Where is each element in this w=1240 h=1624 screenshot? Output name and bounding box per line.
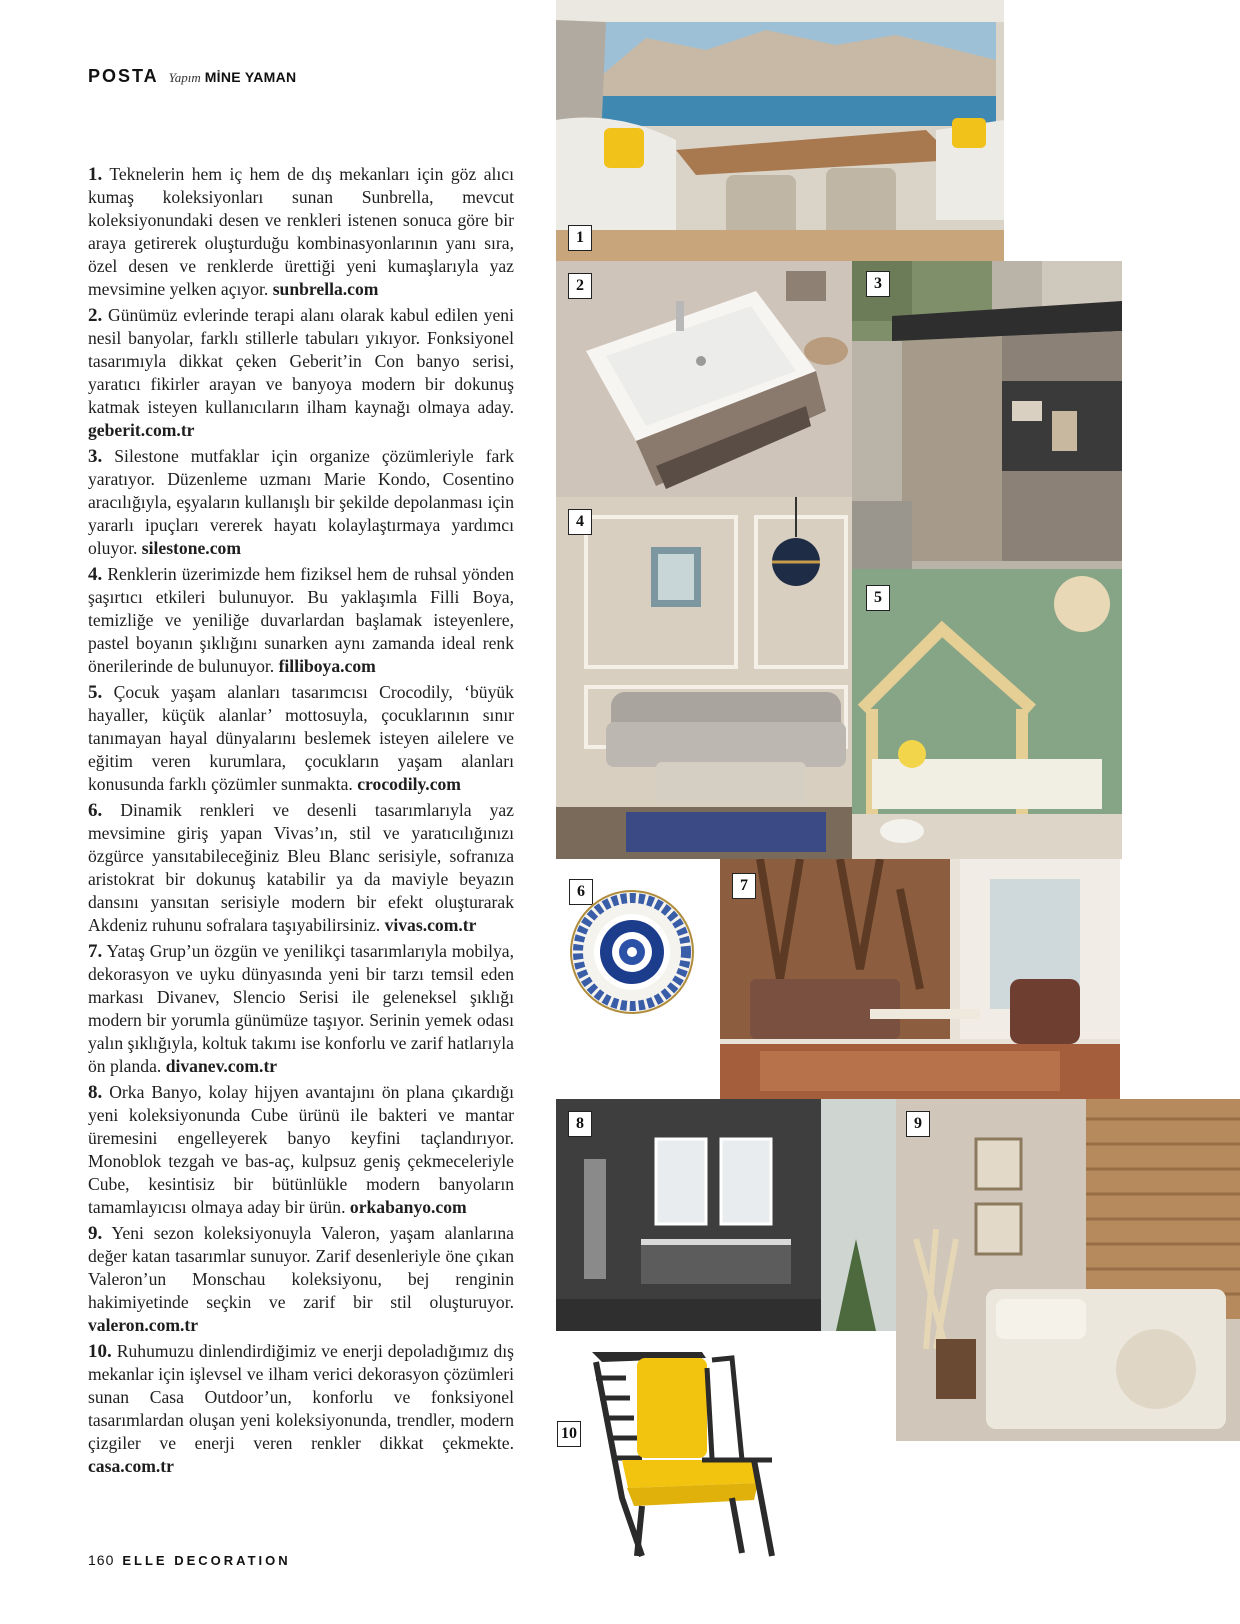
entry-6 — [88, 799, 514, 937]
credit-name: MİNE YAMAN — [204, 69, 297, 85]
brown-sofa-illustration — [720, 859, 1120, 1099]
photo-bathroom-vanity — [556, 1099, 896, 1331]
photo-label: 1 — [568, 225, 592, 251]
entry-number: 8. — [88, 1082, 103, 1103]
entry-text: Renklerin üzerimizde hem fiziksel hem de ruhsal yönden şaşırtıcı etkileri bulunuyor. Bu yaklaşımla Filli Boya, temizliğe ve yeniliğe duvarlardan başlamak isteyenlere, pastel boyanın şıklığını sunarken aynı zamanda ideal renk önerilerinde de bulunuyor. — [88, 564, 514, 676]
kids-room-illustration — [852, 569, 1122, 859]
entry-url[interactable]: casa.com.tr — [88, 1456, 174, 1476]
entry-number: 4. — [88, 564, 103, 585]
photo-brown-sofa — [720, 859, 1120, 1099]
page-footer — [88, 1552, 291, 1568]
photo-kitchen-island — [852, 261, 1122, 569]
page-header — [88, 66, 296, 87]
photo-kids-room — [852, 569, 1122, 859]
entry-number: 6. — [88, 800, 103, 821]
entry-text: Dinamik renkleri ve desenli tasarımlarıyla yaz mevsimine giriş yapan Vivas’ın, stil ve yaratıcılığınızı özgürce yansıtabileceğiniz Bleu Blanc serisiyle, sofranıza aristokrat bir dokunuş katabilir ya da maviyle beyazın dansını yansıtan serisiyle modern bir efekt oluşturarak Akdeniz ruhunu sofralara taşıyabilirsiniz. — [88, 800, 514, 935]
entry-number: 7. — [88, 941, 103, 962]
photo-label: 5 — [866, 585, 890, 611]
bathroom-sink-illustration — [556, 261, 852, 497]
entry-url[interactable]: sunbrella.com — [272, 279, 379, 299]
photo-label: 7 — [732, 873, 756, 899]
boat-deck-illustration — [556, 0, 1004, 261]
entry-number: 10. — [88, 1341, 112, 1362]
photo-label: 10 — [557, 1421, 581, 1447]
magazine-name: ELLE DECORATION — [122, 1553, 291, 1568]
bathroom-vanity-illustration — [556, 1099, 896, 1331]
entry-url[interactable]: valeron.com.tr — [88, 1315, 199, 1335]
kitchen-island-illustration — [852, 261, 1122, 569]
yellow-armchair-illustration — [582, 1348, 782, 1558]
photo-yellow-armchair — [582, 1348, 782, 1558]
article-column — [88, 163, 514, 1481]
bedroom-illustration — [896, 1099, 1240, 1441]
entry-number: 1. — [88, 164, 103, 185]
entry-text: Yeni sezon koleksiyonuyla Valeron, yaşam alanlarına değer katan tasarımlar sunuyor. Zarif desenleriyle öne çıkan Valeron’un Monschau koleksiyonu, bej renginin hakimiyetinde seçkin ve zarif bir stil oluşturuyor. — [88, 1223, 514, 1312]
credit-label: Yapım — [168, 70, 201, 85]
entry-url[interactable]: orkabanyo.com — [349, 1197, 467, 1217]
photo-label: 9 — [906, 1111, 930, 1137]
entry-url[interactable]: crocodily.com — [357, 774, 461, 794]
photo-label: 4 — [568, 509, 592, 535]
blue-plate-illustration — [569, 889, 695, 1015]
photo-bathroom-sink — [556, 261, 852, 497]
entry-text: Orka Banyo, kolay hijyen avantajını ön plana çıkardığı yeni koleksiyonunda Cube ürünü ile bakteri ve mantar üremesini engelleyerek banyo keyfini taçlandırıyor. Monoblok tezgah ve bas-aç, kulpsuz geniş çekmeceleriyle Cube, kesintisiz bir bütünlükle modern banyoların tamamlayıcısı olmaya aday bir ürün. — [88, 1082, 514, 1217]
photo-label: 2 — [568, 273, 592, 299]
entry-url[interactable]: geberit.com.tr — [88, 420, 195, 440]
entry-text: Çocuk yaşam alanları tasarımcısı Crocodily, ‘büyük hayaller, küçük alanlar’ mottosuyla, çocuklarının sınır tanımayan hayal dünyalarını beslemek isteyen ailelere ve eğitim veren kurumlara, çocukların yaşam alanları konusunda farklı çözümler sunmakta. — [88, 682, 514, 794]
photo-label: 6 — [569, 879, 593, 905]
entry-text: Ruhumuzu dinlendirdiğimiz ve enerji depoladığımız dış mekanlar için işlevsel ve ilham verici dekorasyon çözümleri sunan Casa Outdoor’un, konforlu ve fonksiyonel tasarımlardan oluşan yeni koleksiyonunda, trendler, modern çizgiler ve enerji veren renkler dikkat çekmekte. — [88, 1341, 514, 1453]
entry-5 — [88, 681, 514, 796]
entry-url[interactable]: filliboya.com — [278, 656, 376, 676]
photo-boat-deck — [556, 0, 1004, 261]
entry-text: Silestone mutfaklar için organize çözümleriyle fark yaratıyor. Düzenleme uzmanı Marie Kondo, Cosentino aracılığıyla, eşyaların kullanışlı bir şekilde depolanması için yararlı ipuçları vererek hayatı kolaylaştırmaya yardımcı oluyor. — [88, 446, 514, 558]
entry-4 — [88, 563, 514, 678]
entry-text: Teknelerin hem iç hem de dış mekanları için göz alıcı kumaş koleksiyonları sunan Sunbrella, mevcut koleksiyonundaki desen ve renkleri istenen sonuca göre bir araya getirerek oluşturduğu kombinasyonlarının yanı sıra, özel desen ve renklerde ürettiği yeni kumaşlarıyla yaz mevsimine yelken açıyor. — [88, 164, 514, 299]
photo-living-room — [556, 497, 852, 859]
entry-url[interactable]: silestone.com — [141, 538, 241, 558]
section-title: POSTA — [88, 66, 159, 86]
entry-number: 9. — [88, 1223, 103, 1244]
entry-number: 5. — [88, 682, 103, 703]
photo-label: 8 — [568, 1111, 592, 1137]
entry-url[interactable]: vivas.com.tr — [384, 915, 477, 935]
entry-10 — [88, 1340, 514, 1478]
entry-9 — [88, 1222, 514, 1337]
page-number: 160 — [88, 1552, 115, 1568]
entry-8 — [88, 1081, 514, 1219]
photo-blue-plate — [569, 889, 695, 1015]
entry-2 — [88, 304, 514, 442]
entry-7 — [88, 940, 514, 1078]
entry-url[interactable]: divanev.com.tr — [165, 1056, 278, 1076]
entry-text: Yataş Grup’un özgün ve yenilikçi tasarımlarıyla mobilya, dekorasyon ve uyku dünyasında yeni bir tarzı temsil eden markası Divanev, Slencio Serisi ile geleneksel şıklığı modern bir yorumla günümüze taşıyor. Serinin yemek odası yalın şıklığıyla, koltuk takımı ise konforlu ve zarif hatlarıyla ön planda. — [88, 941, 514, 1076]
photo-bedroom — [896, 1099, 1240, 1441]
photo-label: 3 — [866, 271, 890, 297]
entry-number: 3. — [88, 446, 103, 467]
entry-text: Günümüz evlerinde terapi alanı olarak kabul edilen yeni nesil banyolar, farklı stillerle tabuları yıkıyor. Fonksiyonel tasarımıyla dikkat çeken Geberit’in Con banyo serisi, yaratıcı fikirler arayan ve banyoya modern bir dokunuş katmak isteyen kullanıcıların ilham kaynağı olmaya aday. — [88, 305, 514, 417]
entry-3 — [88, 445, 514, 560]
entry-1 — [88, 163, 514, 301]
living-room-illustration — [556, 497, 852, 859]
entry-number: 2. — [88, 305, 103, 326]
